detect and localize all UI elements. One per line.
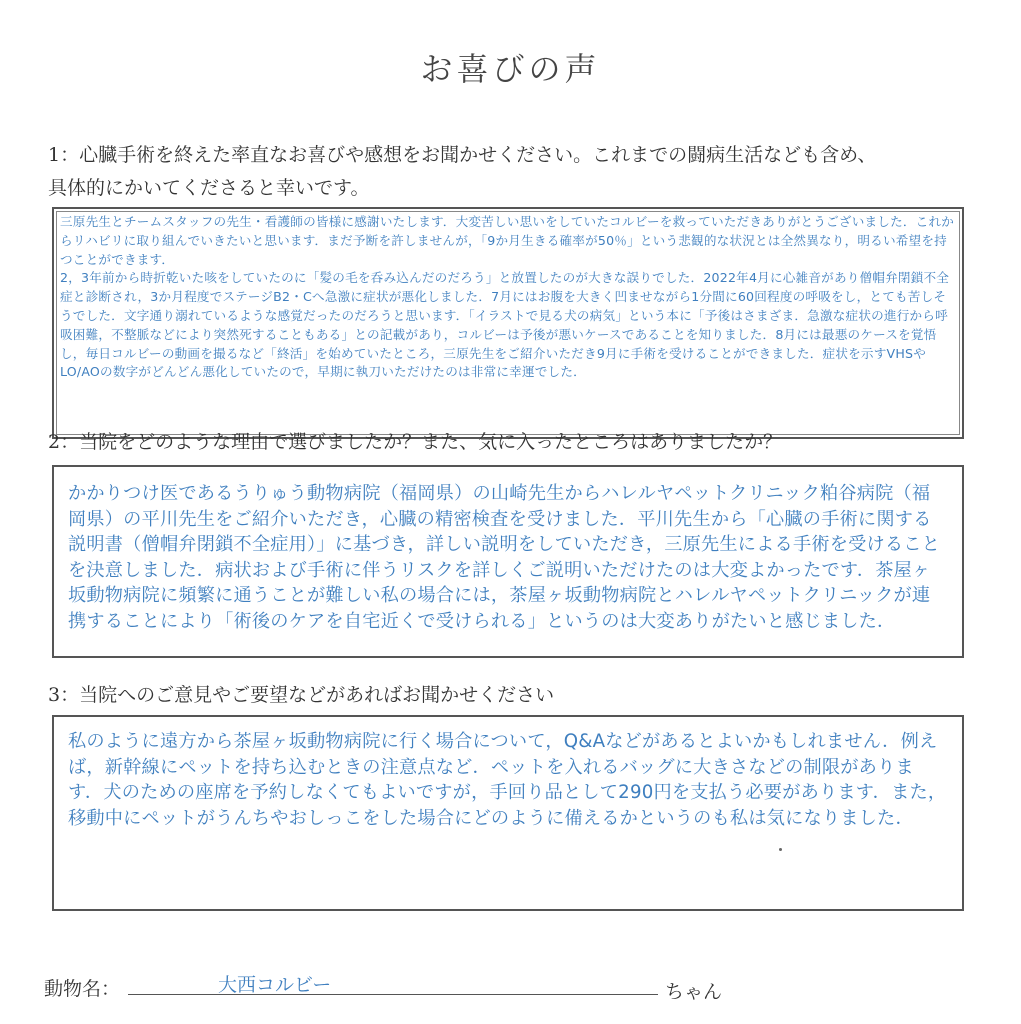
question-2-line-1: 2：当院をどのような理由で選びましたか？また、気に入ったところはありましたか？	[48, 431, 783, 453]
animal-name-underline	[128, 994, 658, 995]
answer-box-3	[52, 715, 964, 911]
animal-name-label: 動物名：	[44, 978, 121, 1000]
answer-1-paragraph-1: 三原先生とチームスタッフの先生・看護師の皆様に感謝いたします．大変苦しい思いをしていたコルビーを救っていただきありがとうございました．これからリハビリに取り組んでいきたいと思います．まだ予断を許しませんが，「9か月生きる確率が50％」という悲観的な状況とは全然異なり，明るい希望を持つことができます．	[60, 214, 955, 267]
answer-box-1	[52, 207, 964, 439]
question-1-line-2: 具体的にかいてくださると幸いです。	[48, 177, 370, 199]
answer-3-text: 私のように遠方から茶屋ヶ坂動物病院に行く場合について，Q&Aなどがあるとよいかもしれません．例えば，新幹線にペットを持ち込むときの注意点など．ペットを入れるバッグに大きさなどの制限があります．犬のための座席を予約しなくてもよいですが，手回り品として290円を支払う必要があります．また，移動中にペットがうんちやおしっこをした場合にどのように備えるかというのも私は気になりました．	[68, 731, 947, 829]
page-title: お喜びの声	[420, 50, 601, 88]
scan-speck	[779, 848, 782, 851]
answer-2-text: かかりつけ医であるうりゅう動物病院（福岡県）の山崎先生からハレルヤペットクリニック粕谷病院（福岡県）の平川先生をご紹介いただき，心臓の精密検査を受けました．平川先生から「心臓の手術に関する説明書（僧帽弁閉鎖不全症用）」に基づき，詳しい説明をしていただき，三原先生による手術を受けることを決意しました．病状および手術に伴うリスクを詳しくご説明いただけたのは大変よかったです．茶屋ヶ坂動物病院に頻繁に通うことが難しい私の場合には，茶屋ヶ坂動物病院とハレルヤペットクリニックが連携することにより「術後のケアを自宅近くで受けられる」というのは大変ありがたいと感じました．	[68, 483, 941, 632]
answer-box-2	[52, 465, 964, 658]
question-1-line-1: 1：心臓手術を終えた率直なお喜びや感想をお聞かせください。これまでの闘病生活なども含め、	[48, 144, 877, 166]
animal-name-value: 大西コルビー	[218, 974, 332, 996]
answer-1-text	[60, 213, 956, 382]
answer-1-paragraph-2: 2，3年前から時折乾いた咳をしていたのに「髪の毛を呑み込んだのだろう」と放置したのが大きな誤りでした．2022年4月に心雑音があり僧帽弁閉鎖不全症と診断され，3か月程度でステージB2・Cへ急激に症状が悪化しました．7月にはお腹を大きく凹ませながら1分間に60回程度の呼吸をし，とても苦しそうでした．文字通り溺れているような感覚だったのだろうと思います．「イラストで見る犬の病気」という本に「予後はさまざま．急激な症状の進行から呼吸困難，不整脈などにより突然死することもある」との記載があり，コルビーは予後が悪いケースであることを知りました．8月には最悪のケースを覚悟し，毎日コルビーの動画を撮るなど「終活」を始めていたところ，三原先生をご紹介いただき9月に手術を受けることができました．症状を示すVHSやLO/AOの数字がどんどん悪化していたので，早期に執刀いただけたのは非常に幸運でした．	[60, 270, 950, 380]
question-3-line-1: 3：当院へのご意見やご要望などがあればお聞かせください	[48, 684, 555, 706]
animal-name-suffix: ちゃん	[665, 981, 723, 1003]
